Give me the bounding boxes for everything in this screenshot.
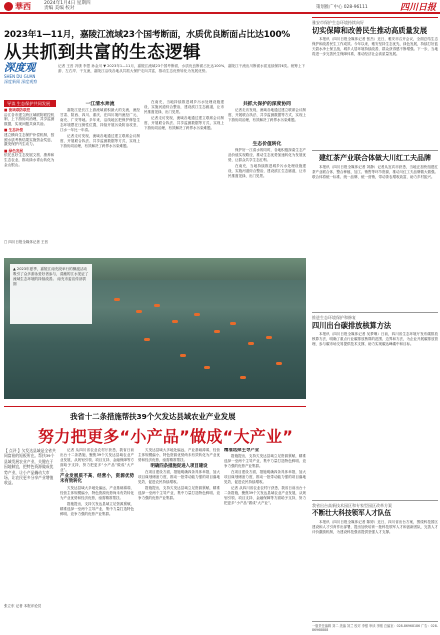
story-kicker: 我省出台高新技术园区和专家型园区改革方案	[312, 503, 392, 508]
divider	[4, 406, 306, 407]
story-paragraph: 本报讯（四川日报全媒体记者 吴梦琳）日前，四川省生态环境厅发布碳排放核算方法，明确了重点行业碳排放核算的范围、边界和方法，为企业开展碳排放管理、参与碳市场交易提供技术支撑，助力实现碳达峰碳中和目标。	[312, 332, 438, 346]
story-title: 四川出台碳排放核算方法	[312, 321, 392, 330]
right-story-2	[312, 154, 438, 289]
sidebar-block-text: 依托良好生态发展文旅、康养和生态农业，推动绿水青山转化为金山银山。	[4, 153, 55, 167]
story-text	[312, 37, 438, 149]
bottom-section-head-3: 明确四条措施促进入项目建设	[150, 464, 208, 469]
lead-title: 从共抓到共富的生态逻辑	[4, 43, 201, 63]
right-story-3	[312, 315, 438, 482]
sidebar-block-head: ■ 绿色发展	[4, 148, 24, 153]
date-line-2: 责编 美编 校对	[44, 6, 75, 11]
logo-icon	[4, 2, 13, 11]
swimmer	[214, 330, 220, 333]
story-title: 建红茶产业联合体做大川红工夫品牌	[319, 154, 431, 162]
story-kicker: 推进生态环境保护和修复	[312, 315, 356, 320]
lead-paragraph: 在南充，当地持续推进城乡污水处理设施建设，实施河道综合整治，建设滨江生态廊道，让市民推窗见绿、出门见景。	[228, 164, 306, 178]
swimmer	[144, 338, 150, 341]
lead-paragraph: 记者走访发现，流域各地通过建立联席会议制度、开展联合执法、共享监测数据等方式，实现上下游协同治理，有效解决了跨界水污染难题。	[144, 116, 224, 130]
sidebar-block-head: ■ 流域联防联控	[4, 108, 31, 112]
right-story-4	[312, 503, 438, 620]
bottom-paragraph: 欠发达县域大多地处偏远，产业基础薄弱，经营主体规模偏小，特色资源优势尚未有效转化为产业优势和经济优势，亟需精准帮扶。	[138, 448, 220, 462]
divider	[312, 312, 438, 313]
sidebar-block-head: ■ 生态补偿	[4, 128, 24, 133]
story-title: 不断壮大科技领军人才队伍	[312, 509, 392, 517]
date-line-1: 2024年1月4日 星期四	[44, 1, 91, 6]
masthead	[0, 0, 440, 14]
logo-text: 華西	[15, 2, 31, 11]
lead-section-head-1: 一江清水奔流	[85, 102, 115, 107]
swimmer	[194, 313, 200, 316]
swimmer	[180, 354, 186, 357]
lead-paragraph: 记者走访发现，流域各地通过建立联席会议制度、开展联合执法、共享监测数据等方式，实现上下游协同治理，有效解决了跨界水污染难题。	[60, 134, 140, 148]
sidebar-byline: □ 四川日报全媒体记者 王晋	[4, 240, 49, 244]
story-text	[312, 332, 438, 482]
bottom-column-3	[224, 448, 306, 628]
lead-section-head-2: 共抓大保护的深度协同	[243, 102, 291, 107]
bottom-section-head-2: 精准选择主导产业	[224, 448, 260, 453]
lead-subtitle: 2023年1—11月，嘉陵江流域23个国考断面，水质优良断面占比达100%	[4, 30, 290, 40]
right-story-1	[312, 20, 438, 149]
bottom-paragraph: 措施提出，支持欠发达县域立足资源禀赋，精准选择一至两个主导产业，集中力量打造特色鲜明、竞争力强的优势产业集群。	[138, 486, 220, 501]
lead-column-3a	[228, 108, 306, 138]
swimmer	[114, 298, 120, 301]
divider	[312, 500, 438, 501]
sidebar-block	[4, 108, 56, 126]
bottom-paragraph: 措施提出，支持欠发达县域立足资源禀赋，精准选择一至两个主导产业，集中力量打造特色鲜明、竞争力强的优势产业集群。	[60, 501, 134, 516]
bottom-paragraph: 记者 从四川省农业农村厅获悉，我省日前出台十二条措施，聚焦39个欠发达县域农业产业发展，从规划引领、项目支持、金融保障等方面给予支持，努力把更多“小产品”做成“大产业”。	[224, 486, 306, 506]
column-brand-en: SHEN DU GUAN	[4, 74, 36, 79]
bottom-paragraph: 措施提出，支持欠发达县域立足资源禀赋，精准选择一至两个主导产业，集中力量打造特色鲜明、竞争力强的优势产业集群。	[224, 454, 306, 469]
bottom-paragraph: 记者 从四川省农业农村厅获悉，我省日前出台十二条措施，聚焦39个欠发达县域农业产业发展，从规划引领、项目支持、金融保障等方面给予支持，努力把更多“小产品”做成“大产业”。	[60, 448, 134, 472]
lead-paragraph: 嘉陵江是长江上游流域面积最大的支流，流经甘肃、陕西、四川、重庆，在四川境内流经广元、南充、广安等地。多年来，沿线地区把保护修复生态环境摆在压倒性位置，持续开展污染防治攻坚，江水一年比一年清。	[60, 108, 140, 132]
lead-paragraph: 在南充，当地持续推进城乡污水处理设施建设，实施河道综合整治，建设滨江生态廊道，让市民推窗见绿、出门见景。	[144, 100, 224, 114]
sidebar-block	[4, 149, 56, 167]
swimmer	[154, 304, 160, 307]
story-paragraph: 本报讯（四川日报全媒体记者 张杰）近日，雅安市召开会议，全面总结生态保护和改善民生工作成效。今年以来，雅安坚持生态优先、绿色发展，持续打好蓝天碧水净土保卫战，城乡人居环境持续改善，群众获得感不断增强。下一步，当地将进一步完善民生保障体系，推动经济社会高质量发展。	[312, 37, 438, 56]
lead-column-1	[60, 108, 140, 254]
sidebar-block-text: 建立横向生态保护补偿机制，按照水质考核结果实施资金奖惩，激发保护内生动力。	[4, 132, 55, 147]
brand-title: 四川日报	[399, 3, 436, 13]
lead-column-3b	[228, 148, 306, 254]
column-brand-cn: 深度新闻 深度观察	[4, 79, 38, 84]
swimmer	[266, 336, 272, 339]
story-text	[312, 165, 438, 289]
swimmer	[230, 322, 236, 325]
column-brand-name: 深度观	[4, 62, 36, 74]
sidebar-box	[4, 108, 56, 169]
bottom-paragraph: 在项目建设方面，措施明确四条具体举措，加大项目谋划储备力度，推动一批带动能力强的项目落地见效，促进农民持续增收。	[224, 470, 306, 485]
swimmer	[248, 342, 254, 345]
sidebar-bar: 导读 生态保护共同发展	[4, 100, 56, 107]
bottom-column-1	[60, 448, 134, 628]
swimmer	[204, 366, 210, 369]
bottom-paragraph: 欠发达县域大多地处偏远，产业基础薄弱，经营主体规模偏小，特色资源优势尚未有效转化为产业优势和经济优势，亟需精准帮扶。	[60, 485, 134, 500]
swimmer	[136, 310, 142, 313]
swimmer	[172, 320, 178, 323]
divider	[312, 17, 438, 18]
lead-column-2	[144, 100, 224, 254]
lead-paragraph: 记者走访发现，流域各地通过建立联席会议制度、开展联合执法、共享监测数据等方式，实现上下游协同治理，有效解决了跨界水污染难题。	[228, 108, 306, 122]
photo-caption: ▲ 2023年夏季，嘉陵江南充段举行的横渡活动吸引了众多游泳爱好者参与，清澈的江水见证了流域生态环境的持续改善。 南充市委宣传部供图	[10, 264, 92, 324]
sidebar-block-text: 沿江各市建立跨区域联防联控机制，上下游协同治理，共享监测数据，实现问题共商共治。	[4, 112, 55, 126]
story-text	[312, 520, 438, 620]
story-paragraph: 本报讯（四川日报全媒体记者 刘静）记者从宜宾市获悉，当地正加快组建红茶产业联合体，整合种植、加工、销售等环节资源，推动川红工夫品牌做大做强。联合体将统一标准、统一品牌、统一营销，带动茶农增收致富，助力乡村振兴。	[312, 165, 438, 179]
date-line	[44, 1, 91, 11]
bottom-commentary: 【 点评 】欠发达县域是全省共同富裕的短板所在。帮扶39个县域发展农业产业，关键在于因地制宜，把特色资源做成优势产业，让小产品撬动大市场，让农民更多分享产业增值收益。	[4, 448, 56, 486]
sidebar-block	[4, 128, 56, 146]
page-footer: 一版责任编辑 刘二 美编 刘兰 校对 李强 审读 李刚 总编室：028-86968186 广告：028-86968888	[312, 624, 438, 632]
lead-paragraph: 保护好一江清水的同时，各地积极探索生态产品价值实现路径，推动生态优势加速转化为发展优势，让群众共享生态红利。	[228, 148, 306, 162]
swimmer	[240, 376, 246, 379]
bottom-title: 努力把更多“小产品”做成“大产业”	[38, 427, 294, 446]
bottom-column-2	[138, 448, 220, 628]
story-kicker: 雅安市保护生态环境持续向好	[312, 20, 364, 25]
swimmer	[276, 362, 282, 365]
bottom-section-head-1: 产业发展质不高、经营小，资源优势未有效转化	[60, 474, 134, 485]
dept-line: 策划推广中心 028-96111	[316, 5, 368, 10]
column-brand	[4, 62, 54, 92]
story-paragraph: 本报讯（四川日报全媒体记者 陈婷）近日，四川省出台方案，围绕科技园区建设和人才引育作出部署，提出加快培育一批科技领军人才和创新团队，完善人才评价激励机制，为建设科技强省提供坚强人才支撑。	[312, 520, 438, 534]
divider	[312, 621, 438, 622]
divider	[312, 150, 438, 151]
lead-lede: 记者 王晋 冯康 李思 孙金川 ▼ 2023年1—11月，嘉陵江流域23个国考断面，水质优良断面占比达100%，嘉陵江干流出川断面水质连续保持Ⅱ类。统筹上下游、左右岸、干支流，嘉陵江沿线各地从共抓大保护走向共富，推动生态优势转化为发展优势。	[58, 64, 306, 73]
commentary-byline: 张立东 记者 本报评论员	[4, 604, 42, 608]
lead-section-head-3: 生态价值转化	[252, 142, 282, 147]
bottom-paragraph: 在项目建设方面，措施明确四条具体举措，加大项目谋划储备力度，推动一批带动能力强的项目落地见效，促进农民持续增收。	[138, 470, 220, 485]
story-title: 切实保障和改善民生推动高质量发展	[312, 26, 428, 35]
bottom-subtitle: 我省十二条措施帮扶39个欠发达县域农业产业发展	[70, 412, 236, 421]
